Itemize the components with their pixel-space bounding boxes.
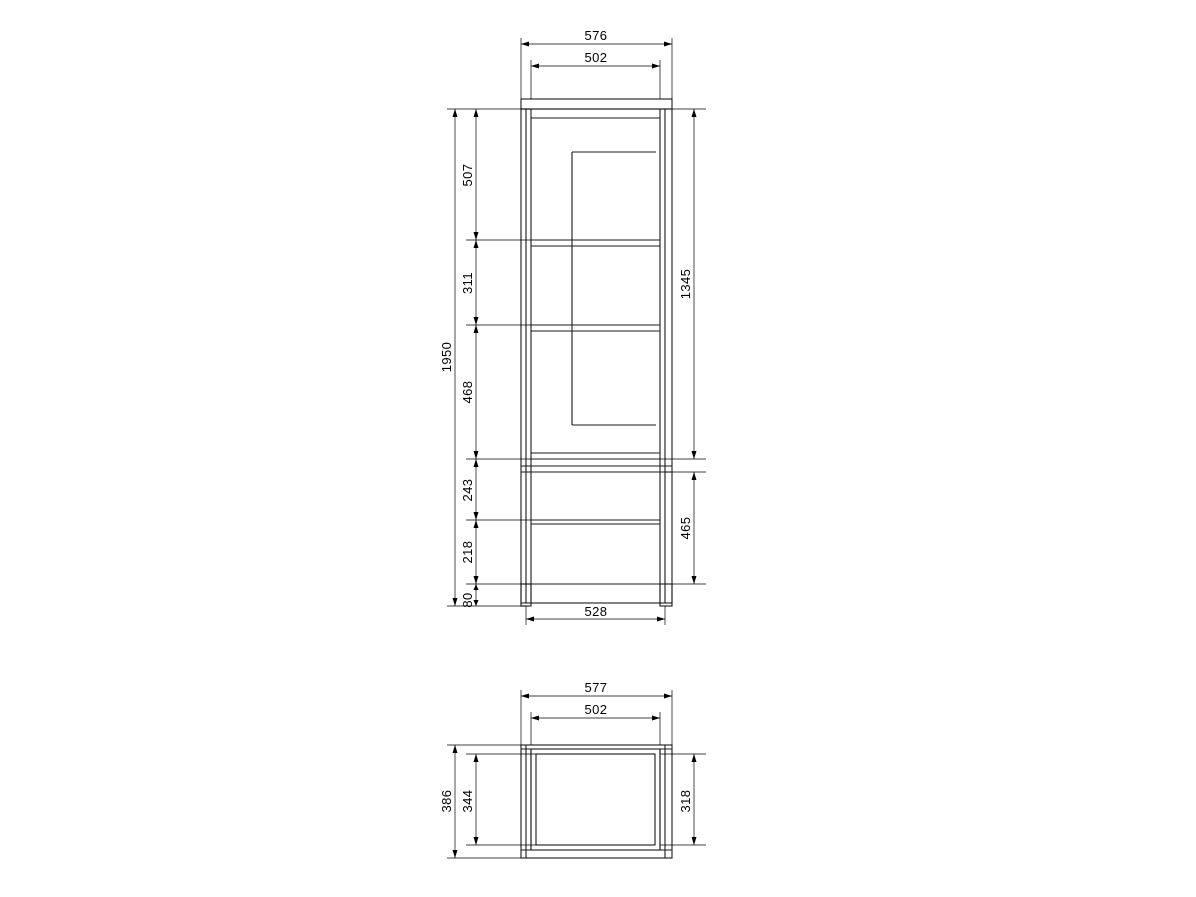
dim-label-577: 577 bbox=[584, 680, 608, 695]
dim-label-507: 507 bbox=[460, 163, 475, 187]
dim-label-528: 528 bbox=[584, 604, 608, 619]
dim-label-465: 465 bbox=[678, 516, 693, 540]
lower-drawers bbox=[531, 520, 660, 584]
dim-label-502-front: 502 bbox=[584, 50, 608, 65]
plan-view bbox=[439, 680, 706, 858]
dim-label-576: 576 bbox=[584, 28, 608, 43]
dim-label-218: 218 bbox=[460, 540, 475, 564]
dim-label-311: 311 bbox=[460, 272, 475, 294]
dimension-top-inner-width bbox=[531, 60, 660, 99]
dim-label-80: 80 bbox=[460, 592, 475, 608]
dim-label-502-plan: 502 bbox=[584, 702, 608, 717]
mid-divider bbox=[521, 466, 672, 472]
cabinet-body-front bbox=[521, 99, 672, 603]
cabinet-body-plan bbox=[521, 745, 672, 858]
front-elevation-view bbox=[439, 28, 706, 625]
dimension-top-outer-width bbox=[521, 38, 672, 99]
dim-label-243: 243 bbox=[460, 478, 475, 502]
upper-shelves bbox=[531, 152, 660, 459]
dim-label-1950: 1950 bbox=[439, 341, 454, 373]
dim-label-318: 318 bbox=[678, 789, 693, 813]
dimension-plan-outer-width bbox=[521, 690, 672, 745]
plinth-feet bbox=[521, 584, 672, 606]
dim-label-468: 468 bbox=[460, 380, 475, 404]
right-extension-lines bbox=[660, 109, 706, 584]
dim-label-344: 344 bbox=[460, 789, 475, 813]
dim-label-1345: 1345 bbox=[678, 268, 693, 300]
dim-label-386: 386 bbox=[439, 789, 454, 813]
